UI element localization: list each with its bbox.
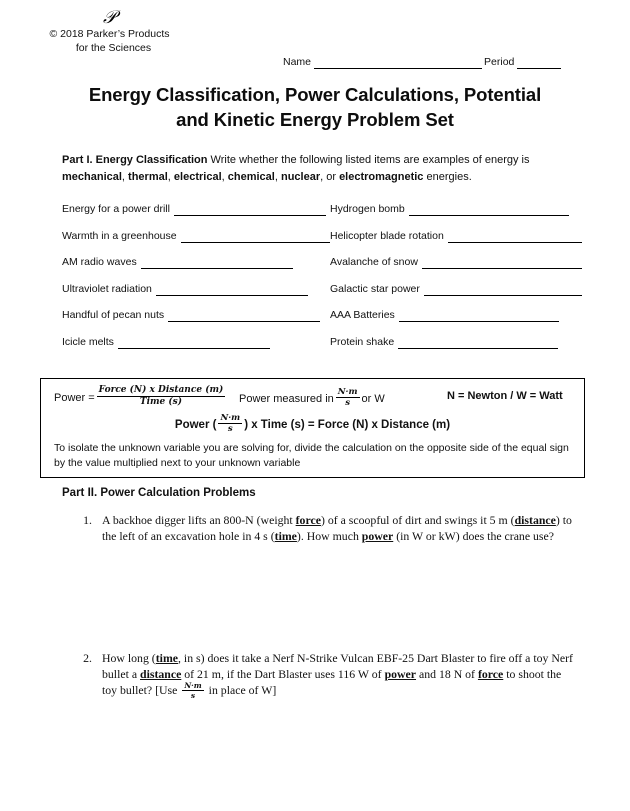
classification-item xyxy=(330,203,582,216)
units-key: N = Newton / W = Watt xyxy=(447,390,563,402)
part1-heading: Part I. Energy Classification xyxy=(62,154,208,166)
unit-numerator: N·m xyxy=(220,413,241,423)
item-label: AM radio waves xyxy=(62,256,137,269)
page-title xyxy=(40,82,590,132)
keyword-time: time xyxy=(155,651,179,665)
newton-meter-per-second-fraction xyxy=(182,681,203,700)
page-title-line-2: and Kinetic Energy Problem Set xyxy=(176,109,454,130)
item-label: Protein shake xyxy=(330,335,395,348)
rearranged-equation-post: ) x Time (s) = Force (N) x Distance (m) xyxy=(244,418,451,431)
formula-row-2 xyxy=(41,414,584,435)
name-period-row xyxy=(283,55,588,69)
unit-denominator: s xyxy=(227,424,233,434)
unit-denominator: s xyxy=(345,398,351,408)
classification-item xyxy=(62,203,330,216)
item-label: Ultraviolet radiation xyxy=(62,282,152,295)
classification-item xyxy=(62,256,330,269)
keyword-time: time xyxy=(274,529,297,543)
classification-item xyxy=(330,256,582,269)
page-title-line-1: Energy Classification, Power Calculations, Potential xyxy=(88,84,542,105)
classification-item xyxy=(330,336,582,349)
classification-item xyxy=(62,309,330,322)
classification-item xyxy=(330,309,582,322)
name-input-blank[interactable] xyxy=(314,57,482,69)
item-label: Avalanche of snow xyxy=(330,256,418,269)
energy-type-0: mechanical xyxy=(62,170,122,183)
item-row xyxy=(62,336,582,363)
keyword-distance: distance xyxy=(140,667,182,681)
power-equation xyxy=(54,386,227,409)
name-label: Name xyxy=(283,56,312,68)
keyword-force: force xyxy=(295,513,321,527)
rearranged-equation-pre: Power ( xyxy=(174,418,217,431)
classification-item xyxy=(62,336,330,349)
item-answer-blank[interactable] xyxy=(181,232,330,243)
newton-meter-per-second-fraction xyxy=(218,413,242,434)
part1-instructions-post: energies. xyxy=(423,170,472,183)
power-units-note-pre: Power measured in xyxy=(239,392,334,405)
energy-type-3: chemical xyxy=(227,170,275,183)
energy-type-1: thermal xyxy=(128,170,168,183)
isolate-variable-note-line-1: To isolate the unknown variable you are solving for, divide the calculation on the opposite side of the equal sign xyxy=(54,442,569,454)
power-fraction-denominator: Time (s) xyxy=(139,397,182,407)
period-label: Period xyxy=(484,56,515,68)
unit-numerator: N·m xyxy=(337,387,358,397)
isolate-variable-note xyxy=(54,441,574,471)
part1-instructions-pre: Write whether the following listed items are examples of energy is xyxy=(207,154,530,166)
power-equation-label: Power = xyxy=(54,391,95,404)
part2-heading: Part II. Power Calculation Problems xyxy=(62,487,256,499)
formula-row-1 xyxy=(41,384,584,410)
item-row xyxy=(62,283,582,310)
problem-2-text: How long (time, in s) does it take a Nerf N-Strike Vulcan EBF-25 Dart Blaster to fire off a toy Nerf bullet a distance of 21 m, if the Dart Blaster uses 116 W of power and 18 N of force to shoot the toy bullet? [Use $\frac{N\cdot m}{s}$ in place of W] xyxy=(102,651,573,700)
item-answer-blank[interactable] xyxy=(141,258,293,269)
item-label: Warmth in a greenhouse xyxy=(62,229,177,242)
problem-1-number: 1. xyxy=(83,513,92,527)
item-row xyxy=(62,256,582,283)
classification-item xyxy=(330,283,582,296)
item-row xyxy=(62,309,582,336)
item-label: Galactic star power xyxy=(330,282,420,295)
parkers-products-logo-icon: 𝒫 xyxy=(103,7,116,28)
power-units-note-post: or W xyxy=(361,392,385,405)
newton-meter-per-second-fraction xyxy=(336,387,360,408)
item-answer-blank[interactable] xyxy=(448,232,582,243)
copyright-line-1: © 2018 Parker’s Products xyxy=(49,28,170,40)
power-units-note xyxy=(239,388,385,409)
classification-items-grid xyxy=(62,203,582,363)
copyright-line-2: for the Sciences xyxy=(75,41,152,54)
problem-2-number: 2. xyxy=(83,651,92,665)
item-label: Helicopter blade rotation xyxy=(330,229,444,242)
energy-type-2: electrical xyxy=(173,170,222,183)
problem-1-text: A backhoe digger lifts an 800-N (weight force) of a scoopful of dirt and swings it 5 m (distance) to the left of an excavation hole in 4 s (time). How much power (in W or kW) does the crane use? xyxy=(102,513,572,543)
energy-type-5: electromagnetic xyxy=(339,170,424,183)
item-row xyxy=(62,203,582,230)
item-answer-blank[interactable] xyxy=(168,311,320,322)
item-answer-blank[interactable] xyxy=(398,338,558,349)
classification-item xyxy=(62,283,330,296)
item-label: Handful of pecan nuts xyxy=(62,309,165,322)
keyword-distance: distance xyxy=(514,513,556,527)
item-answer-blank[interactable] xyxy=(424,285,582,296)
problem-2 xyxy=(72,650,577,701)
problem-1 xyxy=(72,512,572,544)
classification-item xyxy=(330,230,582,243)
item-answer-blank[interactable] xyxy=(409,205,569,216)
part1-instructions: Part I. Energy Classification Write whether the following listed items are examples of energy is mechanical, thermal, electrical, chemical, nuclear, or electromagnetic energies. xyxy=(62,154,530,183)
item-label: AAA Batteries xyxy=(330,309,395,322)
classification-item xyxy=(62,230,330,243)
item-label: Icicle melts xyxy=(62,335,114,348)
item-answer-blank[interactable] xyxy=(118,338,270,349)
item-label: Hydrogen bomb xyxy=(330,203,405,215)
keyword-power: power xyxy=(361,529,394,543)
item-label: Energy for a power drill xyxy=(62,203,170,215)
period-input-blank[interactable] xyxy=(517,57,561,69)
item-answer-blank[interactable] xyxy=(174,205,326,216)
power-fraction-numerator: Force (N) x Distance (m) xyxy=(98,385,224,395)
item-row xyxy=(62,230,582,257)
formula-reference-box xyxy=(40,378,585,478)
item-answer-blank[interactable] xyxy=(422,258,582,269)
rearranged-equation xyxy=(175,414,450,435)
energy-type-4: nuclear xyxy=(280,170,321,183)
brand-header xyxy=(22,8,197,55)
unit-denominator: s xyxy=(190,691,196,700)
keyword-power: power xyxy=(384,667,417,681)
item-answer-blank[interactable] xyxy=(156,285,308,296)
power-fraction xyxy=(97,385,226,408)
keyword-force: force xyxy=(477,667,504,681)
unit-numerator: N·m xyxy=(184,681,202,690)
item-answer-blank[interactable] xyxy=(399,311,559,322)
isolate-variable-note-line-2: by the value multiplied next to your unknown variable xyxy=(54,457,301,469)
